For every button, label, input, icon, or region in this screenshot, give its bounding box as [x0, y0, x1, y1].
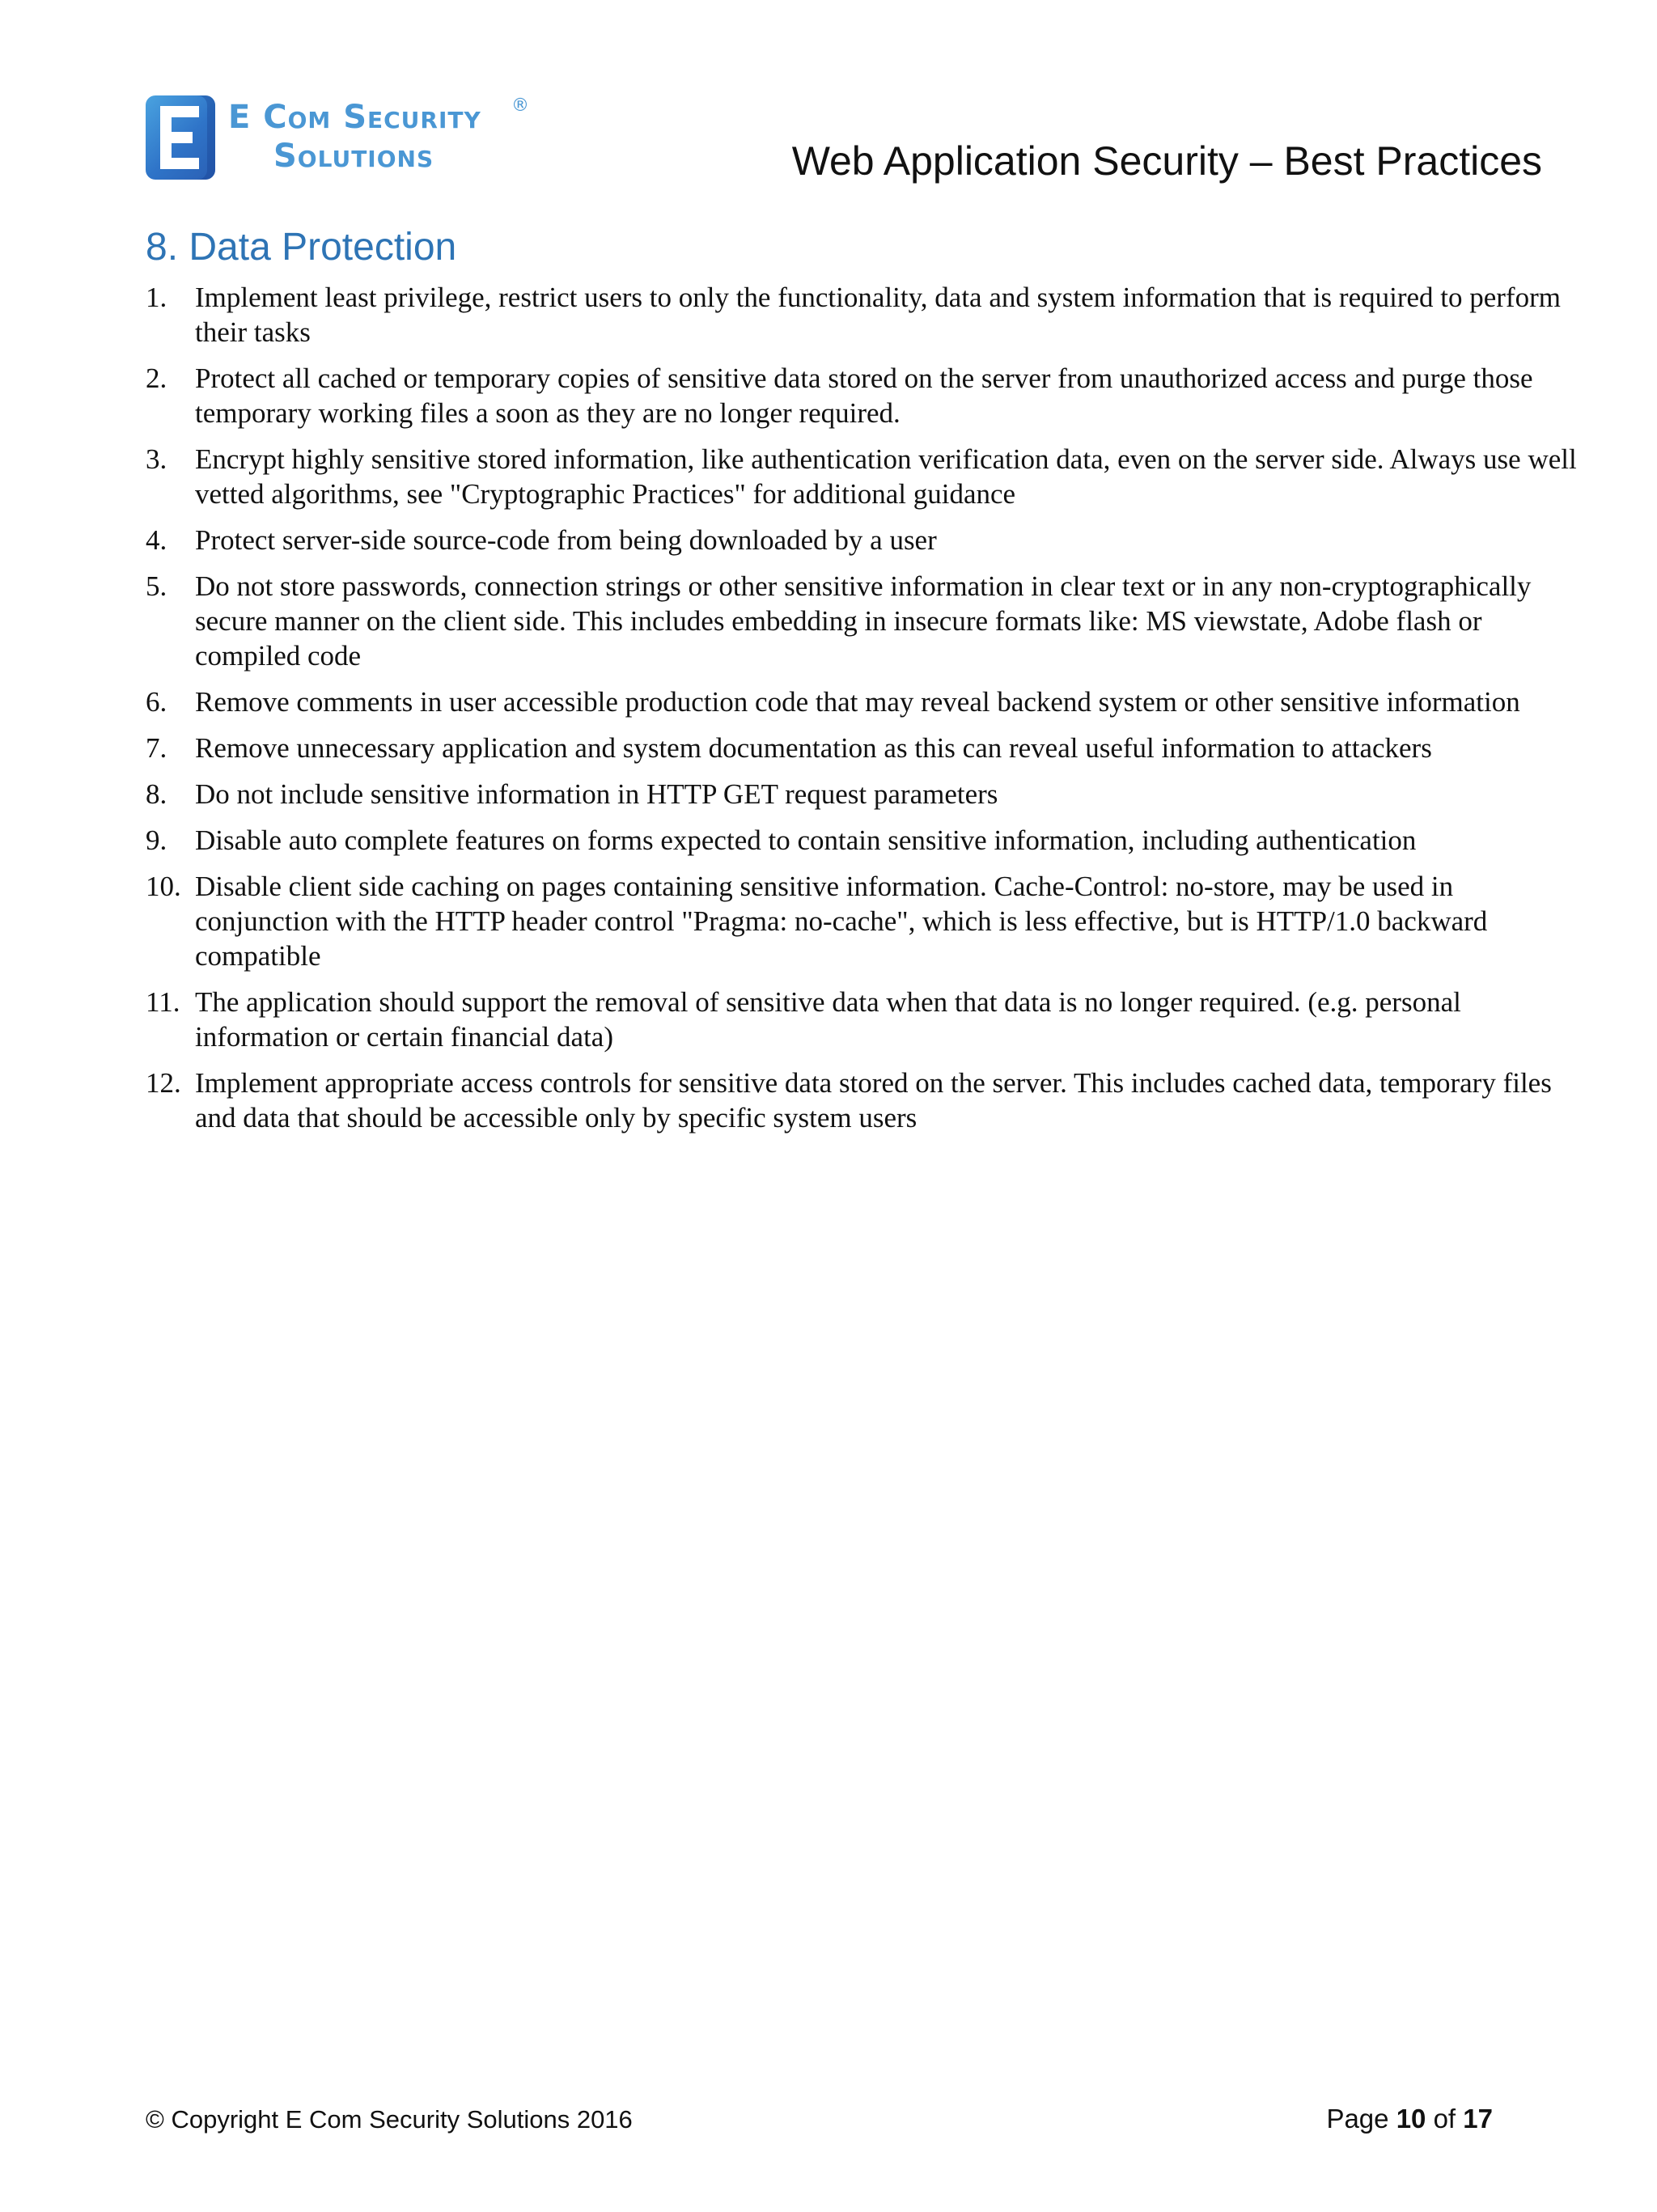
list-item-text: Protect all cached or temporary copies of sensitive data stored on the server from unauthorized access and purge those temporary working files a soon as they are no longer required. — [195, 362, 1533, 429]
company-logo — [146, 95, 550, 184]
list-item-number: 3. — [146, 443, 167, 475]
list-item-number: 5. — [146, 570, 167, 602]
logo-registered-mark: ® — [511, 95, 529, 116]
footer-page-number — [1326, 2104, 1493, 2134]
page-of-label: of — [1433, 2104, 1456, 2134]
list-item — [146, 442, 1578, 511]
list-item-number: 7. — [146, 732, 167, 764]
list-item — [146, 569, 1578, 673]
list-item-text: The application should support the removal of sensitive data when that data is no longer required. (e.g. personal information or certain financial data) — [195, 986, 1461, 1053]
list-item-text: Do not store passwords, connection strings or other sensitive information in clear text or in any non-cryptographically secure manner on the client side. This includes embedding in insecure formats like: MS viewstate, Adobe flash or compiled code — [195, 570, 1532, 672]
list-item-number: 12. — [146, 1067, 181, 1099]
list-item-number: 10. — [146, 871, 181, 902]
list-item-text: Disable auto complete features on forms expected to contain sensitive information, including authentication — [195, 824, 1417, 856]
logo-text-line1: E Com Security — [228, 99, 481, 136]
list-item — [146, 523, 1578, 557]
page-total: 17 — [1463, 2104, 1493, 2134]
list-item-number: 11. — [146, 986, 180, 1018]
list-item-number: 6. — [146, 686, 167, 718]
document-title: Web Application Security – Best Practices — [791, 138, 1542, 184]
list-item — [146, 823, 1578, 858]
list-item — [146, 869, 1578, 973]
list-item — [146, 361, 1578, 430]
list-item-text: Remove comments in user accessible production code that may reveal backend system or other sensitive information — [195, 686, 1520, 718]
list-item-text: Disable client side caching on pages containing sensitive information. Cache-Control: no-store, may be used in conjunction with the HTTP header control "Pragma: no-cache", which is less effective, but is HTTP/1.0 backward compatible — [195, 871, 1488, 972]
logo-e-icon — [146, 95, 215, 180]
list-item-text: Remove unnecessary application and system documentation as this can reveal useful information to attackers — [195, 732, 1432, 764]
list-item-text: Implement appropriate access controls for sensitive data stored on the server. This includes cached data, temporary files and data that should be accessible only by specific system users — [195, 1067, 1552, 1134]
footer-copyright: © Copyright E Com Security Solutions 2016 — [146, 2105, 633, 2134]
section-heading: 8. Data Protection — [146, 226, 457, 269]
data-protection-list — [146, 280, 1578, 1146]
list-item — [146, 1066, 1578, 1135]
list-item — [146, 280, 1578, 350]
logo-text-line2: Solutions — [273, 138, 434, 175]
page-label: Page — [1326, 2104, 1389, 2134]
list-item-number: 8. — [146, 778, 167, 810]
list-item-number: 4. — [146, 524, 167, 556]
list-item-text: Implement least privilege, restrict users to only the functionality, data and system information that is required to perform their tasks — [195, 282, 1561, 348]
list-item-text: Do not include sensitive information in HTTP GET request parameters — [195, 778, 998, 810]
list-item-text: Protect server-side source-code from being downloaded by a user — [195, 524, 937, 556]
list-item-number: 9. — [146, 824, 167, 856]
list-item — [146, 985, 1578, 1054]
list-item — [146, 731, 1578, 765]
list-item — [146, 684, 1578, 719]
list-item-number: 1. — [146, 282, 167, 313]
page-current: 10 — [1396, 2104, 1426, 2134]
list-item — [146, 777, 1578, 811]
list-item-number: 2. — [146, 362, 167, 394]
list-item-text: Encrypt highly sensitive stored information, like authentication verification data, even on the server side. Always use well vetted algorithms, see "Cryptographic Practices" for additional guidance — [195, 443, 1577, 510]
